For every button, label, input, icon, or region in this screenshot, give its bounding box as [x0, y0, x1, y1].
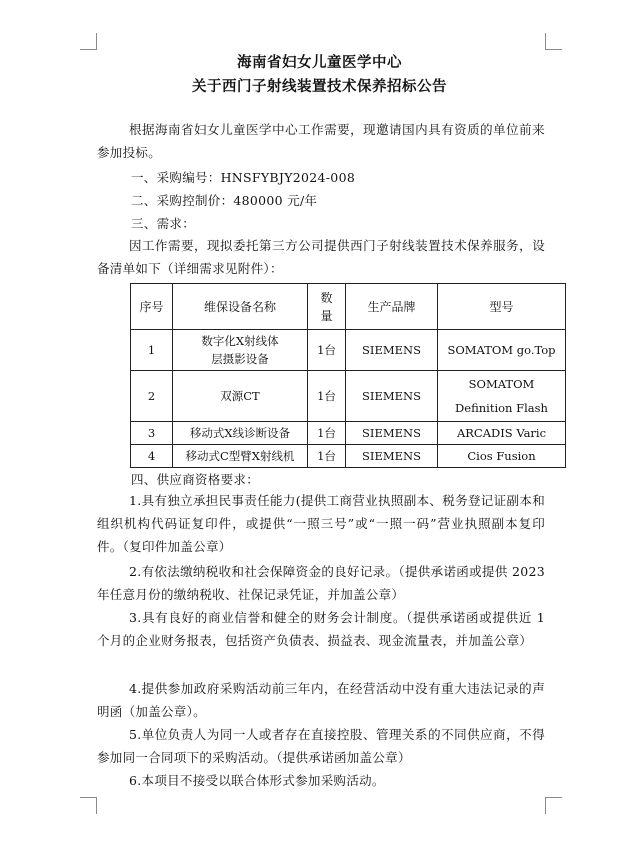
- cell-brand: SIEMENS: [346, 422, 438, 445]
- header-brand: 生产品牌: [346, 284, 438, 330]
- table-row: [131, 330, 566, 371]
- requirement-3: 3.具有良好的商业信誉和健全的财务会计制度。（提供承诺函或提供近 1 个月的企业财务报表，包括资产负债表、损益表、现金流量表，并加盖公章）: [97, 610, 545, 648]
- demand-paragraph: 因工作需要，现拟委托第三方公司提供西门子射线装置技术保养服务，设备清单如下（详细需求见附件）：: [97, 238, 545, 276]
- cell-quantity: 1台: [308, 422, 346, 445]
- table-row: [131, 371, 566, 422]
- procurement-number: 一、采购编号：HNSFYBJY2024-008: [131, 170, 356, 185]
- control-price: 二、采购控制价：480000 元/年: [131, 193, 318, 208]
- requirement-6: 6.本项目不接受以联合体形式参加采购活动。: [129, 773, 385, 788]
- cell-device-name: 移动式X线诊断设备: [173, 422, 308, 445]
- table-row: [131, 445, 566, 468]
- supplier-requirements-heading: 四、供应商资格要求：: [131, 472, 260, 487]
- intro-paragraph: 根据海南省妇女儿童医学中心工作需要，现邀请国内具有资质的单位前来参加投标。: [97, 122, 545, 160]
- cell-device-name: 数字化X射线体层摄影设备: [173, 330, 308, 371]
- equipment-table: [130, 283, 566, 468]
- page-corner-mark: [80, 797, 97, 814]
- requirement-2: 2.有依法缴纳税收和社会保障资金的良好记录。（提供承诺函或提供 2023 年任意月份的缴纳税收、社保记录凭证，并加盖公章）: [97, 564, 545, 602]
- cell-model: SOMATOM go.Top: [438, 330, 566, 371]
- table-row: [131, 422, 566, 445]
- cell-device-name: 移动式C型臂X射线机: [173, 445, 308, 468]
- cell-brand: SIEMENS: [346, 371, 438, 422]
- cell-quantity: 1台: [308, 445, 346, 468]
- page-corner-mark: [80, 33, 97, 50]
- requirement-4: 4.提供参加政府采购活动前三年内，在经营活动中没有重大违法记录的声明函（加盖公章）。: [97, 681, 545, 719]
- header-quantity: 数量: [308, 284, 346, 330]
- cell-model: Cios Fusion: [438, 445, 566, 468]
- table-header-row: [131, 284, 566, 330]
- cell-no: 1: [131, 330, 173, 371]
- header-device-name: 维保设备名称: [173, 284, 308, 330]
- header-model: 型号: [438, 284, 566, 330]
- header-no: 序号: [131, 284, 173, 330]
- cell-quantity: 1台: [308, 330, 346, 371]
- page-corner-mark: [545, 33, 562, 50]
- requirement-1: 1.具有独立承担民事责任能力(提供工商营业执照副本、税务登记证副本和组织机构代码证复印件，或提供“一照三号”或“一照一码”营业执照副本复印件。（复印件加盖公章）: [97, 493, 545, 554]
- cell-device-name: 双源CT: [173, 371, 308, 422]
- document-title-line1: 海南省妇女儿童医学中心: [237, 54, 402, 71]
- cell-model: ARCADIS Varic: [438, 422, 566, 445]
- cell-quantity: 1台: [308, 371, 346, 422]
- cell-brand: SIEMENS: [346, 330, 438, 371]
- document-title-line2: 关于西门子射线装置技术保养招标公告: [192, 78, 447, 95]
- cell-model: SOMATOM Definition Flash: [438, 371, 566, 422]
- cell-no: 2: [131, 371, 173, 422]
- requirements-heading: 三、需求：: [131, 216, 196, 231]
- requirement-5: 5.单位负责人为同一人或者存在直接控股、管理关系的不同供应商，不得参加同一合同项下的采购活动。（提供承诺函加盖公章）: [97, 727, 545, 765]
- cell-no: 4: [131, 445, 173, 468]
- cell-no: 3: [131, 422, 173, 445]
- page-corner-mark: [545, 797, 562, 814]
- cell-brand: SIEMENS: [346, 445, 438, 468]
